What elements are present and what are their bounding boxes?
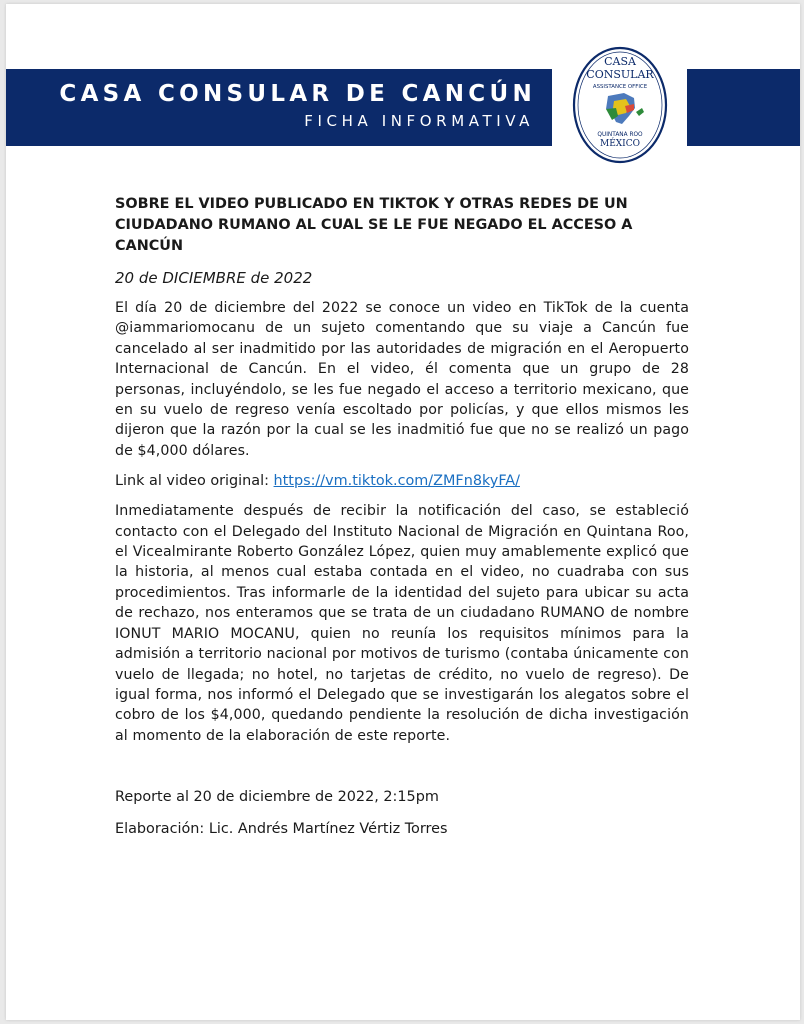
seal-text-quintana-roo: QUINTANA ROO bbox=[597, 132, 643, 138]
article-heading: SOBRE EL VIDEO PUBLICADO EN TIKTOK Y OTRAS REDES DE UN CIUDADANO RUMANO AL CUAL SE LE FUE NEGADO EL ACCESO A CANCÚN bbox=[115, 196, 633, 254]
seal-text-assistance: ASSISTANCE OFFICE bbox=[592, 84, 648, 90]
paragraph-investigation: Inmediatamente después de recibir la notificación del caso, se estableció contacto con el Delegado del Instituto Nacional de Migración en Quintana Roo, el Vicealmirante Roberto González López, quien muy amablemente explicó que la historia, al menos cual estaba contada en el video, no cuadraba con sus procedimientos. Tras informarle de la identidad del sujeto para ubicar su acta de rechazo, nos enteramos que se trata de un ciudadano RUMANO de nombre IONUT MARIO MOCANU, quien no reunía los requisitos mínimos para la admisión a territorio nacional por motivos de turismo (contaba únicamente con vuelo de llegada; no hotel, no tarjetas de crédito, no vuelo de regreso). De igual forma, nos informó el Delegado que se investigarán los alegatos sobre el cobro de los $4,000, quedando pendiente la resolución de dicha investigación al momento de la elaboración de este reporte. bbox=[115, 503, 689, 744]
consular-seal-logo bbox=[572, 46, 668, 164]
article-body bbox=[115, 194, 689, 840]
header-band-right bbox=[687, 69, 800, 146]
video-link[interactable]: https://vm.tiktok.com/ZMFn8kyFA/ bbox=[273, 473, 520, 490]
header-subtitle: FICHA INFORMATIVA bbox=[304, 112, 534, 130]
video-link-label: Link al video original: bbox=[115, 473, 269, 490]
paragraph-video-summary: El día 20 de diciembre del 2022 se conoce un video en TikTok de la cuenta @iammariomocanu de un sujeto comentando que su viaje a Cancún fue cancelado al ser inadmitido por las autoridades de migración en el Aeropuerto Internacional de Cancún. En el video, él comenta que un grupo de 28 personas, incluyéndolo, se les fue negado el acceso a territorio mexicano, que en su vuelo de regreso venía escoltado por policías, y que ellos mismos les dijeron que la razón por la cual se les inadmitió fue que no se realizó un pago de $4,000 dólares. bbox=[115, 300, 689, 459]
seal-text-casa: CASA bbox=[604, 55, 636, 68]
seal-text-consular: CONSULAR bbox=[586, 68, 654, 81]
report-timestamp: Reporte al 20 de diciembre de 2022, 2:15pm bbox=[115, 789, 439, 806]
author-credit: Elaboración: Lic. Andrés Martínez Vértiz Torres bbox=[115, 821, 448, 838]
document-page bbox=[6, 4, 800, 1020]
article-date: 20 de DICIEMBRE de 2022 bbox=[115, 269, 313, 287]
video-link-line bbox=[115, 470, 689, 492]
seal-text-mexico: MÉXICO bbox=[599, 139, 641, 149]
header-title: CASA CONSULAR DE CANCÚN bbox=[59, 81, 536, 107]
